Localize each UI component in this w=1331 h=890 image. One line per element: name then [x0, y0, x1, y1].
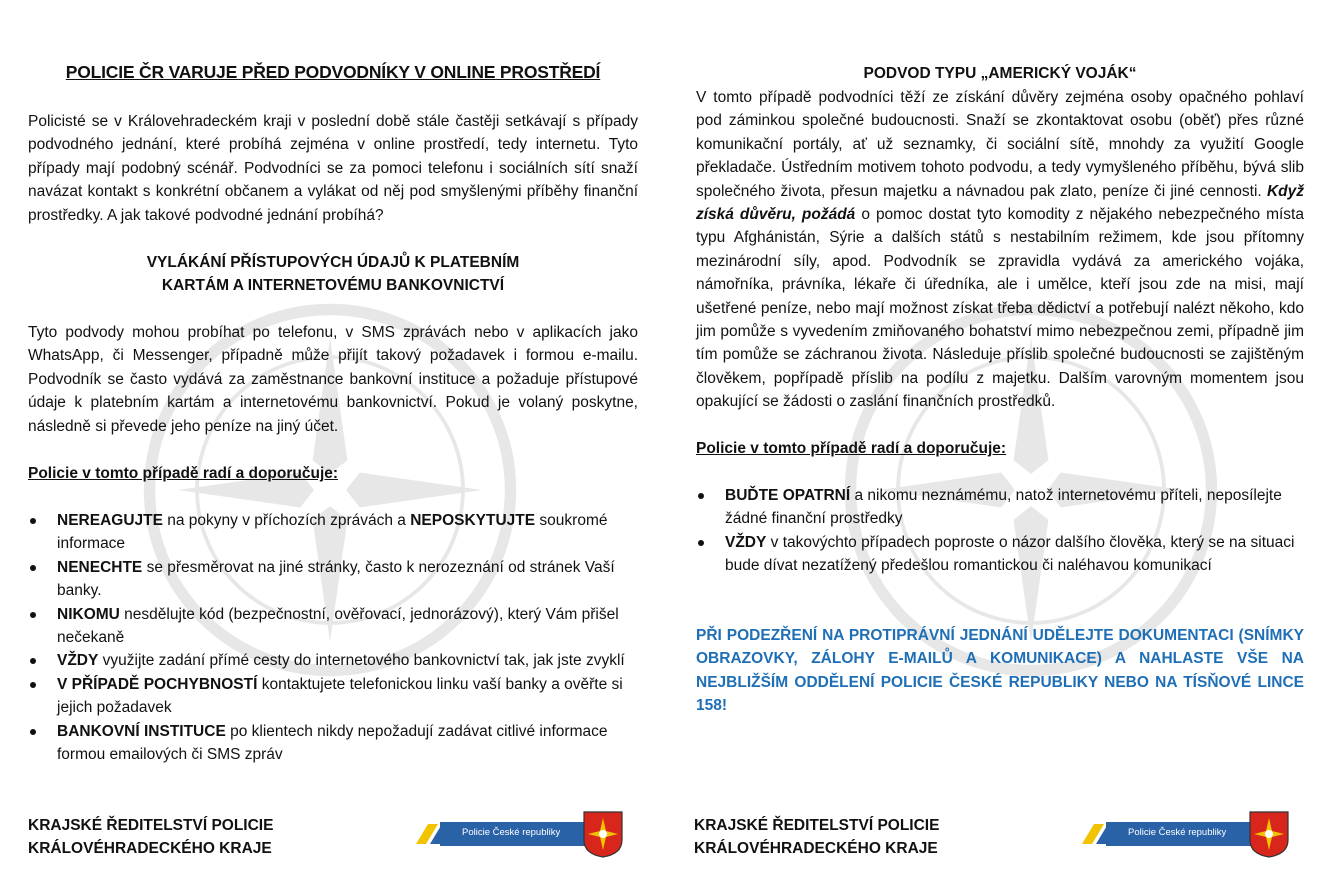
footer-line-2: KRÁLOVÉHRADECKÉHO KRAJE [28, 840, 272, 857]
bullet-keyword: NEREAGUJTE [57, 512, 163, 529]
bullet-item [696, 531, 1304, 578]
section-heading [28, 251, 638, 298]
bullet-text: a nikomu neznámému, natož internetovému příteli, neposílejte žádné finanční prostředky [725, 487, 1282, 528]
final-warning: PŘI PODEZŘENÍ NA PROTIPRÁVNÍ JEDNÁNÍ UDĚLEJTE DOKUMENTACI (SNÍMKY OBRAZOVKY, ZÁLOHY E-MAILŮ A KOMUNIKACE) A NAHLASTE VŠE NA NEJBLIŽŠÍM ODDĚLENÍ POLICIE ČESKÉ REPUBLIKY NEBO NA TÍSŇOVÉ LINCE 158! [696, 627, 1304, 715]
page-title: POLICIE ČR VARUJE PŘED PODVODNÍKY V ONLINE PROSTŘEDÍ [65, 62, 601, 82]
bullet-keyword: V PŘÍPADĚ POCHYBNOSTÍ [57, 675, 258, 693]
section-body [28, 321, 638, 438]
police-crest-icon [1248, 810, 1290, 858]
section-title-line-2: KARTÁM A INTERNETOVÉMU BANKOVNICTVÍ [161, 277, 505, 295]
final-warning-block [696, 624, 1304, 718]
bullet-item [28, 720, 638, 767]
bullet-keyword: NIKOMU [57, 605, 120, 623]
advice-list-right [696, 484, 1304, 578]
footer-line-2: KRÁLOVÉHRADECKÉHO KRAJE [694, 840, 938, 857]
section-title-line-1: VYLÁKÁNÍ PŘÍSTUPOVÝCH ÚDAJŮ K PLATEBNÍM [146, 254, 520, 271]
story-emphasis: Když získá důvěru, požádá [696, 182, 1304, 224]
logo-text: Policie České republiky [1128, 827, 1227, 838]
bullet-text: kontaktujete telefonickou linku vaší banky a ověřte si jejich požadavek [57, 675, 623, 717]
bullet-text: po klientech nikdy nepožadují zadávat citlivé informace formou emailových či SMS zpráv [57, 722, 608, 764]
police-logo [1076, 810, 1291, 860]
advice-heading-text: Policie v tomto případě radí a doporučuje: [696, 440, 1007, 457]
bullet-item [28, 649, 638, 672]
bullet-keyword: BUĎTE OPATRNÍ [725, 487, 851, 504]
bullet-list [28, 509, 638, 766]
advice-list-left [28, 509, 638, 766]
bullet-text: v takovýchto případech poproste o názor dalšího člověka, který se na situaci bude dívat nezatížený předešlou romantickou či naléhavou komunikací [725, 533, 1295, 575]
bullet-text: se přesměrovat na jiné stránky, často k nerozeznání od stránek Vaší banky. [57, 558, 615, 600]
bullet-keyword: VŽDY [725, 533, 767, 551]
advice-heading [28, 462, 638, 485]
footer-line-1: KRAJSKÉ ŘEDITELSTVÍ POLICIE [694, 817, 940, 834]
leaflet-right-page [666, 0, 1331, 890]
story-paragraph [696, 86, 1304, 414]
bullet-item [28, 603, 638, 650]
logo-text: Policie České republiky [462, 827, 561, 838]
bullet-keyword: BANKOVNÍ INSTITUCE [57, 722, 226, 740]
intro-block [28, 110, 638, 227]
footer-line-1: KRAJSKÉ ŘEDITELSTVÍ POLICIE [28, 817, 274, 834]
footer-organization [28, 814, 273, 860]
bullet-list [696, 484, 1304, 578]
story-paragraph-text: V tomto případě podvodníci těží ze získání důvěry zejména osoby opačného pohlaví pod záminkou společné budoucnosti. Snaží se zkontaktovat osobu (oběť) přes různé komunikační portály, ať už seznamky, či sociální sítě, mnohdy za využití Google překladače. Ústředním motivem tohoto podvodu, a tedy vymyšleného příběhu, bývá slib společného života, přesun majetku a návnadou pak zlato, peníze či jiné cennosti. [696, 89, 1304, 200]
bullet-keyword: VŽDY [57, 652, 99, 670]
bullet-keyword: NEPOSKYTUJTE [410, 512, 536, 529]
bullet-text: využijte zadání přímé cesty do internetového bankovnictví tak, jak jste zvyklí [98, 652, 625, 670]
footer-organization [694, 814, 939, 860]
bullet-item [28, 673, 638, 720]
advice-heading [696, 437, 1304, 460]
bullet-text: soukromé informace [57, 512, 608, 553]
intro-paragraph: Policisté se v Královehradeckém kraji v poslední době stále častěji setkávají s případy podvodného jednání, které probíhá zejména v online prostředí, tedy internetu. Tyto případy mají podobný scénář. Podvodníci se za pomoci telefonu i sociálních sítí snaží navázat kontakt s konkrétní občanem a vylákat od něj pod smyšlenými příběhy finanční prostředky. A jak takové podvodné jednání probíhá? [28, 113, 638, 224]
page-title: PODVOD TYPU „AMERICKÝ VOJÁK“ [863, 65, 1137, 82]
right-body [696, 86, 1304, 414]
bullet-keyword: NENECHTE [57, 558, 143, 576]
right-title-block [696, 62, 1304, 85]
bullet-item [28, 556, 638, 603]
bullet-item [28, 509, 638, 556]
section-paragraph: Tyto podvody mohou probíhat po telefonu, v SMS zprávách nebo v aplikacích jako WhatsApp, či Messenger, případně může přijít takový požadavek i formou e-mailu. Podvodník se často vydává za zaměstnance bankovní instituce a požaduje přístupové údaje k platebním kartám a internetovému bankovnictví. Pokud je volaný poskytne, následně si převede jeho peníze na jiný účet. [28, 324, 638, 435]
advice-heading-text: Policie v tomto případě radí a doporučuje: [28, 465, 339, 482]
bullet-text: nesdělujte kód (bezpečnostní, ověřovací, jednorázový), který Vám přišel nečekaně [57, 605, 619, 647]
story-paragraph-rest: o pomoc dostat tyto komodity z nějakého nebezpečného místa typu Afghánistán, Sýrie a dalších států s nestabilním režimem, kde jsou přítomny mezinárodní síly, apod. Podvodník se zpravidla vydává za amerického vojáka, námořníka, právníka, lékaře či úředníka, ale i umělce, kteří jsou zde na misi, mají ušetřené peníze, nebo mají možnost získat třeba dědictví a potřebují nalézt někoho, kdo jim pomůže s vyvedením zmiňovaného bohatství mimo nebezpečnou zemi, případně jim tím pomůže se záchranou života. Následuje příslib společné budoucnosti se zajištěným člověkem, popřípadě příslib na podílu z majetku. Dalším varovným momentem jsou opakující se žádosti o zaslání finančních prostředků. [696, 206, 1304, 411]
police-logo [410, 810, 625, 860]
police-crest-icon [582, 810, 624, 858]
bullet-text: na pokyny v příchozích zprávách a [162, 512, 411, 529]
bullet-item [696, 484, 1304, 531]
